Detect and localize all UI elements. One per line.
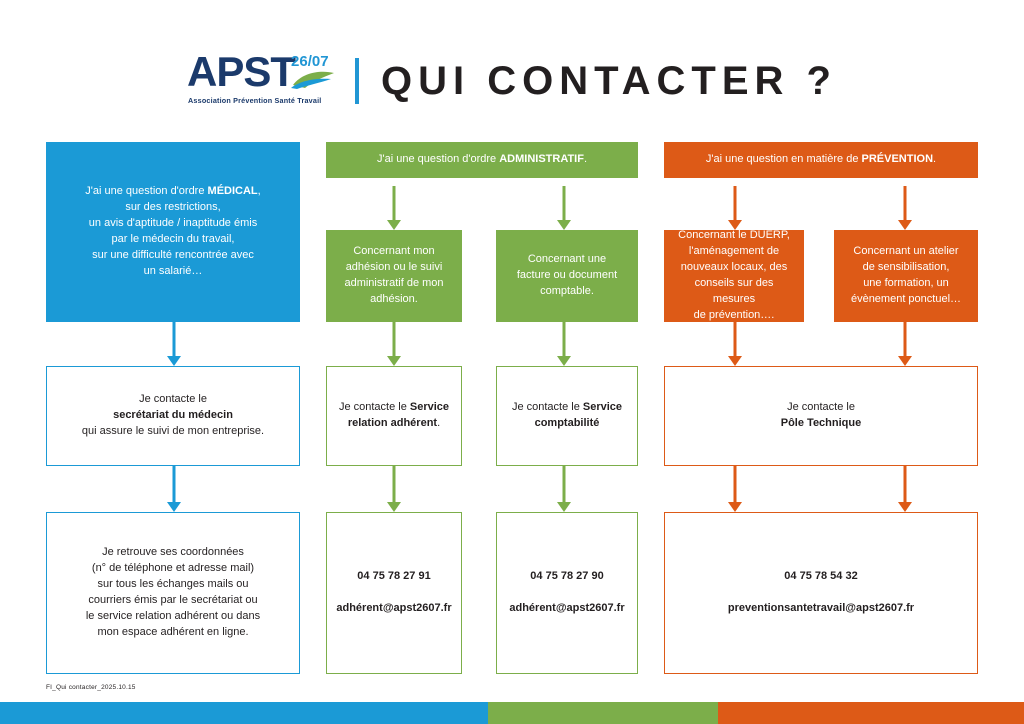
administratif-contact-box-1 — [326, 366, 462, 466]
prevention-contact-text: Je contacte le Pôle Technique — [780, 401, 862, 429]
prevention-topic-box-1 — [664, 230, 804, 322]
medical-contact-box — [46, 366, 300, 466]
prevention-contact-box — [664, 366, 978, 466]
page-title: QUI CONTACTER ? — [381, 58, 837, 103]
prevention-question-text: J'ai une question en matière de PRÉVENTION. — [705, 153, 937, 166]
prevention-arrow-contact-2 — [897, 322, 913, 366]
medical-details-box — [46, 512, 300, 674]
administratif-coordinates-text-1 — [326, 565, 461, 621]
administratif-contact-box-2 — [496, 366, 638, 466]
logo-tagline: Association Prévention Santé Travail — [188, 96, 322, 105]
header-divider — [355, 58, 359, 104]
administratif-coordinates-box-1 — [326, 512, 462, 674]
logo-departments: 26/07 — [291, 53, 329, 70]
apst-logo — [187, 48, 337, 111]
prevention-topic-text-1: Concernant le DUERP, l'aménagement de nouveaux locaux, des conseils sur des mesures de prévention…. — [678, 229, 790, 321]
administratif-topic-text-2: Concernant une facture ou document comptable. — [516, 253, 618, 297]
administratif-arrow-contact-1 — [386, 322, 402, 366]
prevention-arrow-branch-2 — [897, 186, 913, 230]
medical-arrow-2 — [166, 466, 182, 512]
administratif-contact-text-1: Je contacte le Service relation adhérent. — [338, 401, 450, 429]
prevention-topic-text-2: Concernant un atelier de sensibilisation, une formation, un évènement ponctuel… — [850, 245, 962, 305]
administratif-topic-box-1 — [326, 230, 462, 322]
prevention-phone: 04 75 78 54 32 — [784, 570, 858, 583]
prevention-coordinates-box — [664, 512, 978, 674]
prevention-email[interactable]: preventionsantetravail@apst2607.fr — [727, 602, 915, 614]
medical-question-text: J'ai une question d'ordre MÉDICAL, sur des restrictions, un avis d'aptitude / inaptitude émis par le médecin du travail, sur une difficulté rencontrée avec un salarié… — [85, 185, 261, 277]
page-header — [0, 46, 1024, 116]
administratif-arrow-coords-1 — [386, 466, 402, 512]
administratif-arrow-branch-1 — [386, 186, 402, 230]
prevention-arrow-contact-1 — [727, 322, 743, 366]
medical-details-text: Je retrouve ses coordonnées (n° de téléphone et adresse mail) sur tous les échanges mails ou courriers émis par le secrétariat ou le service relation adhérent ou dans mon espace adhérent en ligne. — [85, 546, 261, 638]
administratif-email-1[interactable]: adhérent@apst2607.fr — [336, 602, 452, 614]
prevention-topic-box-2 — [834, 230, 978, 322]
administratif-coordinates-text-2 — [497, 565, 637, 621]
administratif-email-2[interactable]: adhérent@apst2607.fr — [509, 602, 625, 614]
administratif-arrow-contact-2 — [556, 322, 572, 366]
administratif-arrow-branch-2 — [556, 186, 572, 230]
document-reference: FI_Qui contacter_2025.10.15 — [46, 684, 136, 691]
administratif-question-box — [326, 142, 638, 178]
footer-color-bar — [0, 702, 1024, 724]
administratif-phone-1: 04 75 78 27 91 — [357, 570, 431, 583]
prevention-coordinates-text — [665, 565, 977, 621]
prevention-arrow-coords-2 — [897, 466, 913, 512]
administratif-arrow-coords-2 — [556, 466, 572, 512]
administratif-phone-2: 04 75 78 27 90 — [530, 570, 604, 583]
prevention-arrow-coords-1 — [727, 466, 743, 512]
medical-contact-text: Je contacte le secrétariat du médecin qui assure le suivi de mon entreprise. — [81, 393, 265, 437]
administratif-question-text: J'ai une question d'ordre ADMINISTRATIF. — [376, 153, 588, 166]
administratif-coordinates-box-2 — [496, 512, 638, 674]
footer-segment-blue — [0, 702, 488, 724]
administratif-topic-box-2 — [496, 230, 638, 322]
administratif-topic-text-1: Concernant mon adhésion ou le suivi administratif de mon adhésion. — [344, 245, 444, 305]
medical-arrow-1 — [166, 322, 182, 366]
logo-wordmark: APST — [187, 48, 296, 95]
footer-segment-orange — [718, 702, 1024, 724]
footer-segment-green — [488, 702, 718, 724]
leaf-swoosh-icon — [291, 70, 335, 90]
medical-question-box — [46, 142, 300, 322]
prevention-question-box — [664, 142, 978, 178]
administratif-contact-text-2: Je contacte le Service comptabilité — [511, 401, 623, 429]
